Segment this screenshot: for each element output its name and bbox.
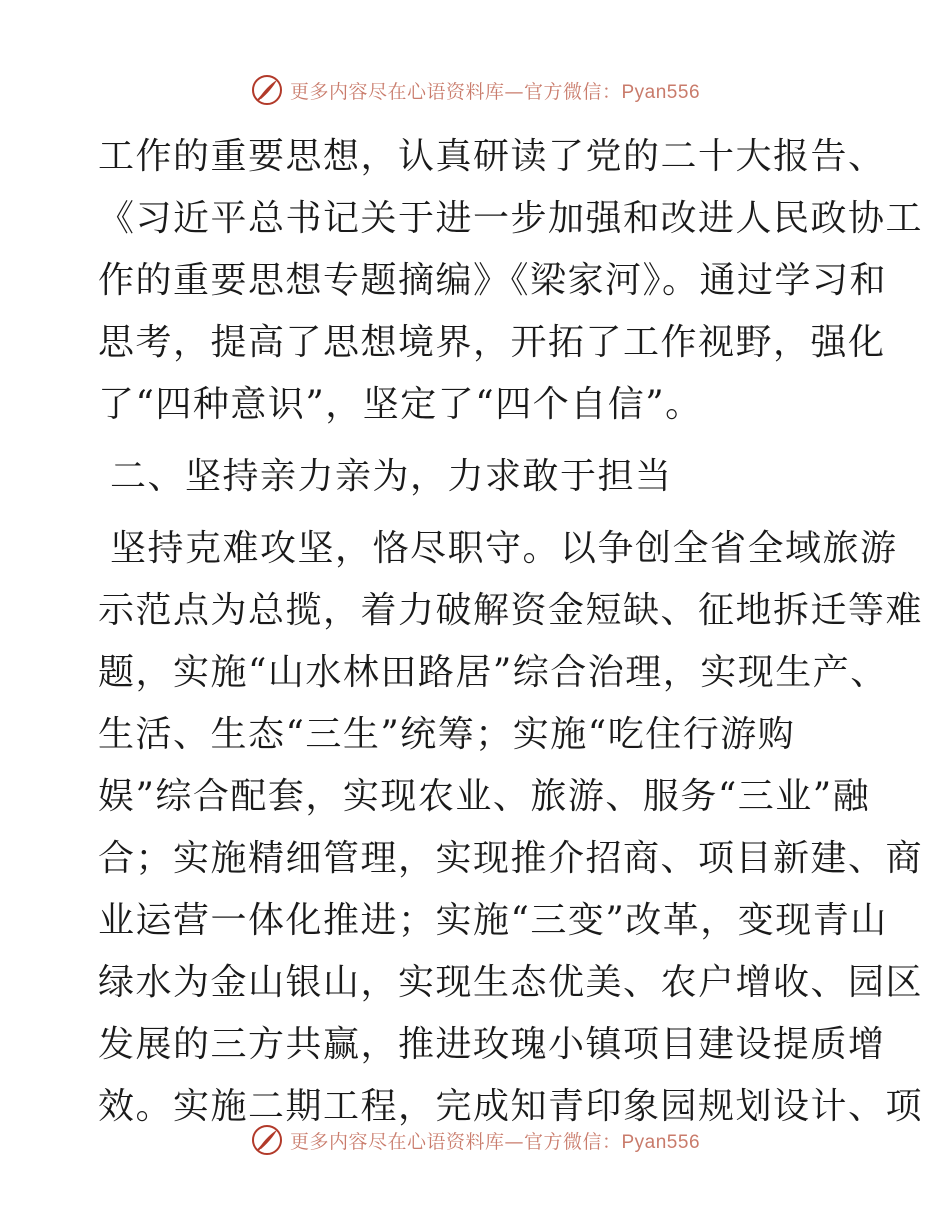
paragraph-line: 工作的重要思想，认真研读了党的二十大报告、 (98, 136, 886, 177)
watermark-text: 更多内容尽在心语资料库—官方微信：Pyan556 (289, 80, 701, 103)
paragraph-line: 合；实施精细管理，实现推介招商、项目新建、商 (98, 838, 924, 879)
paragraph-line: 娱”综合配套，实现农业、旅游、服务“三业”融 (98, 776, 871, 817)
section-heading: 二、坚持亲力亲为，力求敢于担当 (110, 456, 673, 497)
paragraph-line: 了“四种意识”，坚定了“四个自信”。 (98, 384, 703, 425)
feather-pen-logo-icon (250, 73, 284, 107)
paragraph-line: 坚持克难攻坚，恪尽职守。以争创全省全域旅游 (110, 528, 898, 569)
document-body (98, 126, 924, 1138)
header-watermark (0, 70, 950, 110)
paragraph-line: 效。实施二期工程，完成知青印象园规划设计、项 (98, 1086, 924, 1127)
paragraph-line: 生活、生态“三生”统筹；实施“吃住行游购 (98, 714, 796, 755)
footer-watermark (0, 1120, 950, 1160)
watermark-text: 更多内容尽在心语资料库—官方微信：Pyan556 (289, 1130, 701, 1153)
paragraph-line: 发展的三方共赢，推进玫瑰小镇项目建设提质增 (98, 1024, 886, 1065)
paragraph-line: 绿水为金山银山，实现生态优美、农户增收、园区 (98, 962, 924, 1003)
paragraph-line: 业运营一体化推进；实施“三变”改革，变现青山 (98, 900, 888, 941)
paragraph-line: 思考，提高了思想境界，开拓了工作视野，强化 (98, 322, 886, 363)
paragraph-line: 示范点为总揽，着力破解资金短缺、征地拆迁等难 (98, 590, 924, 631)
paragraph-line: 作的重要思想专题摘编》《梁家河》。通过学习和 (98, 260, 888, 301)
feather-pen-logo-icon (250, 1123, 284, 1157)
paragraph-line: 题，实施“山水林田路居”综合治理，实现生产、 (98, 652, 888, 693)
paragraph-line: 《习近平总书记关于进一步加强和改进人民政协工 (98, 198, 924, 239)
